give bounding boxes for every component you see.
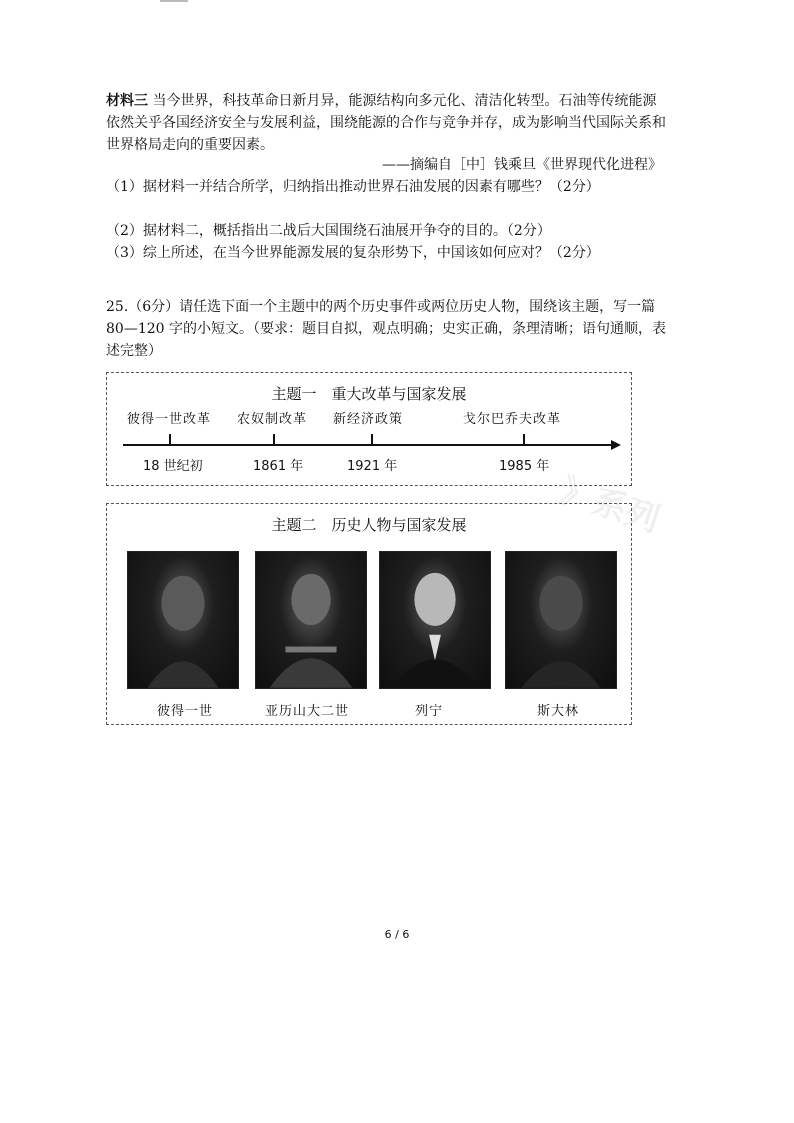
date-1921: 1921 年: [347, 459, 398, 474]
event-gorbachev-reform: 戈尔巴乔夫改革: [463, 412, 562, 427]
scan-mark: [160, 0, 188, 2]
theme2-box: [106, 503, 632, 725]
timeline-axis: [123, 444, 615, 446]
page-number: 6 / 6: [384, 928, 410, 941]
portrait-stalin: [505, 551, 617, 689]
event-serfdom-reform: 农奴制改革: [237, 412, 308, 427]
caption-peter-i: 彼得一世: [157, 704, 214, 719]
material3-paragraph: [106, 90, 666, 156]
theme2-title: 主题二 历史人物与国家发展: [271, 516, 467, 534]
caption-stalin: 斯大林: [537, 704, 580, 719]
material3-text: 当今世界，科技革命日新月异，能源结构向多元化、清洁化转型。石油等传统能源依然关乎各国经济安全与发展利益，围绕能源的合作与竞争并存，成为影响当代国际关系和世界格局走向的重要因素。: [106, 93, 666, 153]
event-nep: 新经济政策: [333, 412, 404, 427]
portrait-alexander-ii: [255, 551, 367, 689]
question-1: （1）据材料一并结合所学，归纳指出推动世界石油发展的因素有哪些？（2分）: [106, 179, 600, 195]
event-peter-reform: 彼得一世改革: [127, 412, 212, 427]
question-3: （3）综上所述，在当今世界能源发展的复杂形势下，中国该如何应对？（2分）: [106, 245, 600, 261]
date-18c: 18 世纪初: [143, 459, 203, 474]
portrait-peter-i: [127, 551, 239, 689]
watermark-logo: 》系列: [555, 471, 665, 541]
material3-citation: ——摘编自［中］钱乘旦《世界现代化进程》: [382, 157, 662, 173]
theme1-box: [106, 372, 632, 486]
timeline-arrow-icon: [611, 440, 621, 450]
caption-alexander-ii: 亚历山大二世: [265, 704, 350, 719]
portrait-lenin: [379, 551, 491, 689]
date-1861: 1861 年: [253, 459, 304, 474]
question-2: （2）据材料二，概括指出二战后大国围绕石油展开争夺的目的。（2分）: [106, 223, 551, 239]
material3-label: 材料三: [106, 93, 148, 109]
question-25: 25.（6分）请任选下面一个主题中的两个历史事件或两位历史人物，围绕该主题，写一篇 80—120 字的小短文。（要求：题目自拟，观点明确；史实正确，条理清晰；语句通顺，表述完整）: [106, 299, 666, 359]
caption-lenin: 列宁: [415, 704, 444, 719]
date-1985: 1985 年: [499, 459, 550, 474]
theme1-title: 主题一 重大改革与国家发展: [271, 385, 467, 403]
